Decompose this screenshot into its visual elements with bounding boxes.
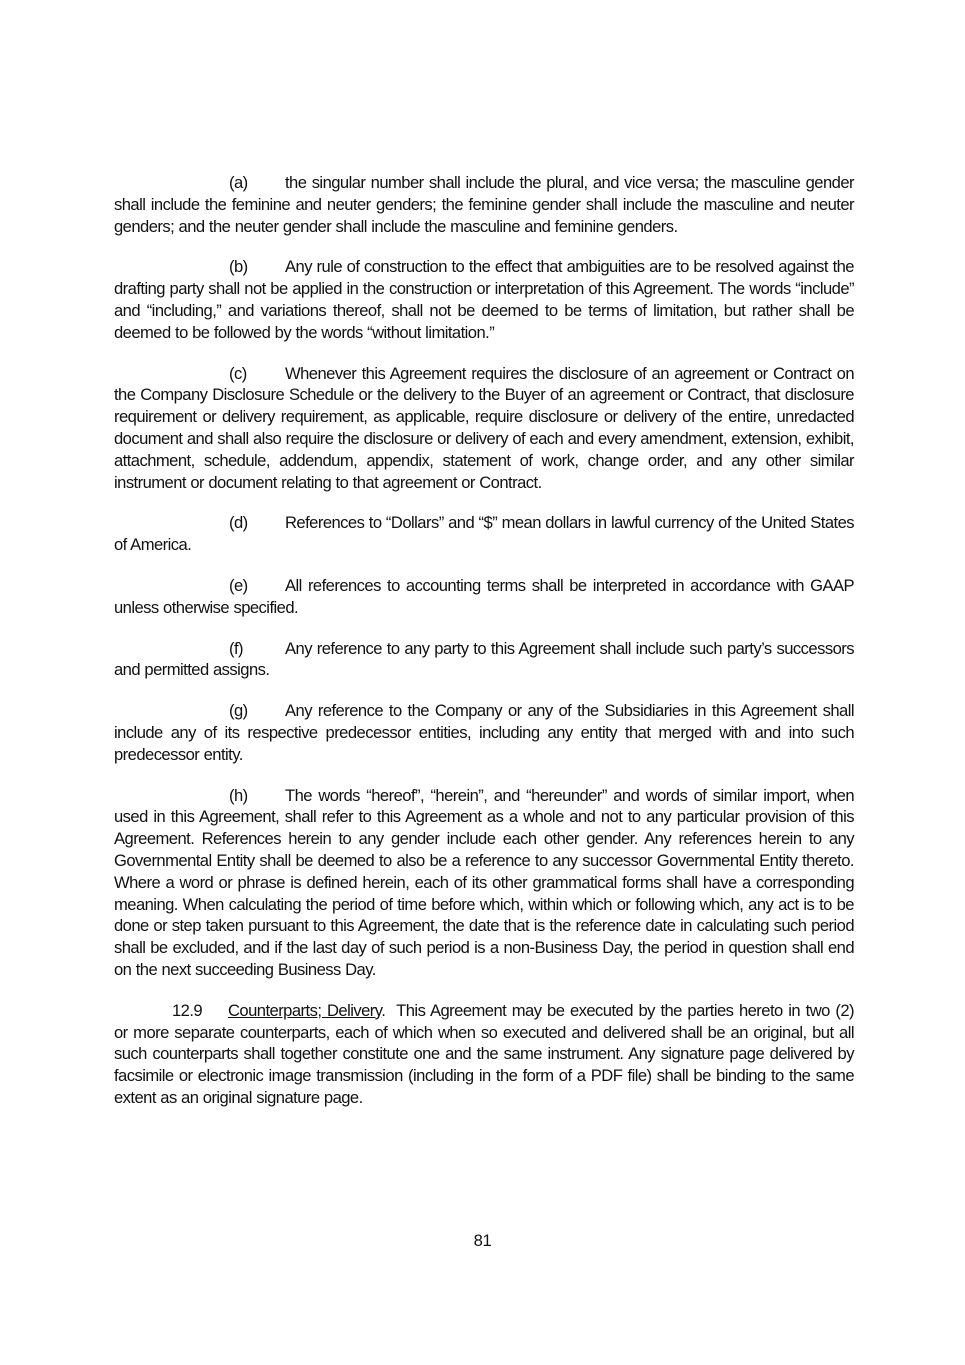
paragraph-text: Any reference to the Company or any of the Subsidiaries in this Agreement shall include any of its respective predecessor entities, including any entity that merged with and into such predecessor entity. xyxy=(114,701,854,764)
paragraph-h xyxy=(114,785,854,981)
document-body xyxy=(114,172,854,1128)
paragraph-a xyxy=(114,172,854,237)
paragraph-e xyxy=(114,575,854,619)
paragraph-text: All references to accounting terms shall be interpreted in accordance with GAAP unless otherwise specified. xyxy=(114,575,854,617)
paragraph-text: Whenever this Agreement requires the disclosure of an agreement or Contract on the Company Disclosure Schedule or the delivery to the Buyer of an agreement or Contract, that disclosure requirement or delivery requirement, as applicable, require disclosure or delivery of the entire, unredacted document and shall also require the disclosure or delivery of each and every amendment, extension, exhibit, attachment, schedule, addendum, appendix, statement of work, change order, and any other similar instrument or document relating to that agreement or Contract. xyxy=(114,363,854,492)
paragraph-b xyxy=(114,256,854,343)
paragraph-text: The words “hereof”, “herein”, and “hereunder” and words of similar import, when used in this Agreement, shall refer to this Agreement as a whole and not to any particular provision of this Agreement. References herein to any gender include each other gender. Any references herein to any Governmental Entity shall be deemed to also be a reference to any successor Governmental Entity thereto. Where a word or phrase is defined herein, each of its other grammatical forms shall have a corresponding meaning. When calculating the period of time before which, within which or following which, any act is to be done or step taken pursuant to this Agreement, the date that is the reference date in calculating such period shall be excluded, and if the last day of such period is a non-Business Day, the period in question shall end on the next succeeding Business Day. xyxy=(114,785,854,979)
paragraph-text: References to “Dollars” and “$” mean dollars in lawful currency of the United States of America. xyxy=(114,513,854,555)
paragraph-label: (c) xyxy=(229,363,247,383)
paragraph-c xyxy=(114,363,854,494)
section-12-9 xyxy=(114,1000,854,1109)
paragraph-d xyxy=(114,512,854,556)
paragraph-label: (f) xyxy=(229,638,244,658)
paragraph-label: (g) xyxy=(229,701,248,721)
paragraph-f xyxy=(114,638,854,682)
paragraph-label: (h) xyxy=(229,785,248,805)
paragraph-text: Any rule of construction to the effect that ambiguities are to be resolved against the drafting party shall not be applied in the construction or interpretation of this Agreement. The words “include” and “including,” and variations thereof, shall not be deemed to be terms of limitation, but rather shall be deemed to be followed by the words “without limitation.” xyxy=(114,257,854,342)
paragraph-g xyxy=(114,700,854,765)
paragraph-text: the singular number shall include the plural, and vice versa; the masculine gender shall include the feminine and neuter genders; the feminine gender shall include the masculine and neuter genders; and the neuter gender shall include the masculine and feminine genders. xyxy=(114,173,854,236)
section-heading-end: . xyxy=(381,1000,386,1020)
section-text: This Agreement may be executed by the parties hereto in two (2) or more separate counterparts, each of which when so executed and delivered shall be an original, but all such counterparts shall together constitute one and the same instrument. Any signature page delivered by facsimile or electronic image transmission (including in the form of a PDF file) shall be binding to the same extent as an original signature page. xyxy=(114,1000,855,1107)
paragraph-label: (e) xyxy=(229,575,248,595)
paragraph-label: (d) xyxy=(229,513,248,533)
paragraph-label: (a) xyxy=(229,173,248,192)
paragraph-label: (b) xyxy=(229,257,248,277)
section-heading: Counterparts; Delivery xyxy=(228,1000,382,1020)
section-number: 12.9 xyxy=(172,1000,203,1020)
page-number: 81 xyxy=(473,1231,492,1250)
paragraph-text: Any reference to any party to this Agreement shall include such party’s successors and permitted assigns. xyxy=(114,638,854,680)
